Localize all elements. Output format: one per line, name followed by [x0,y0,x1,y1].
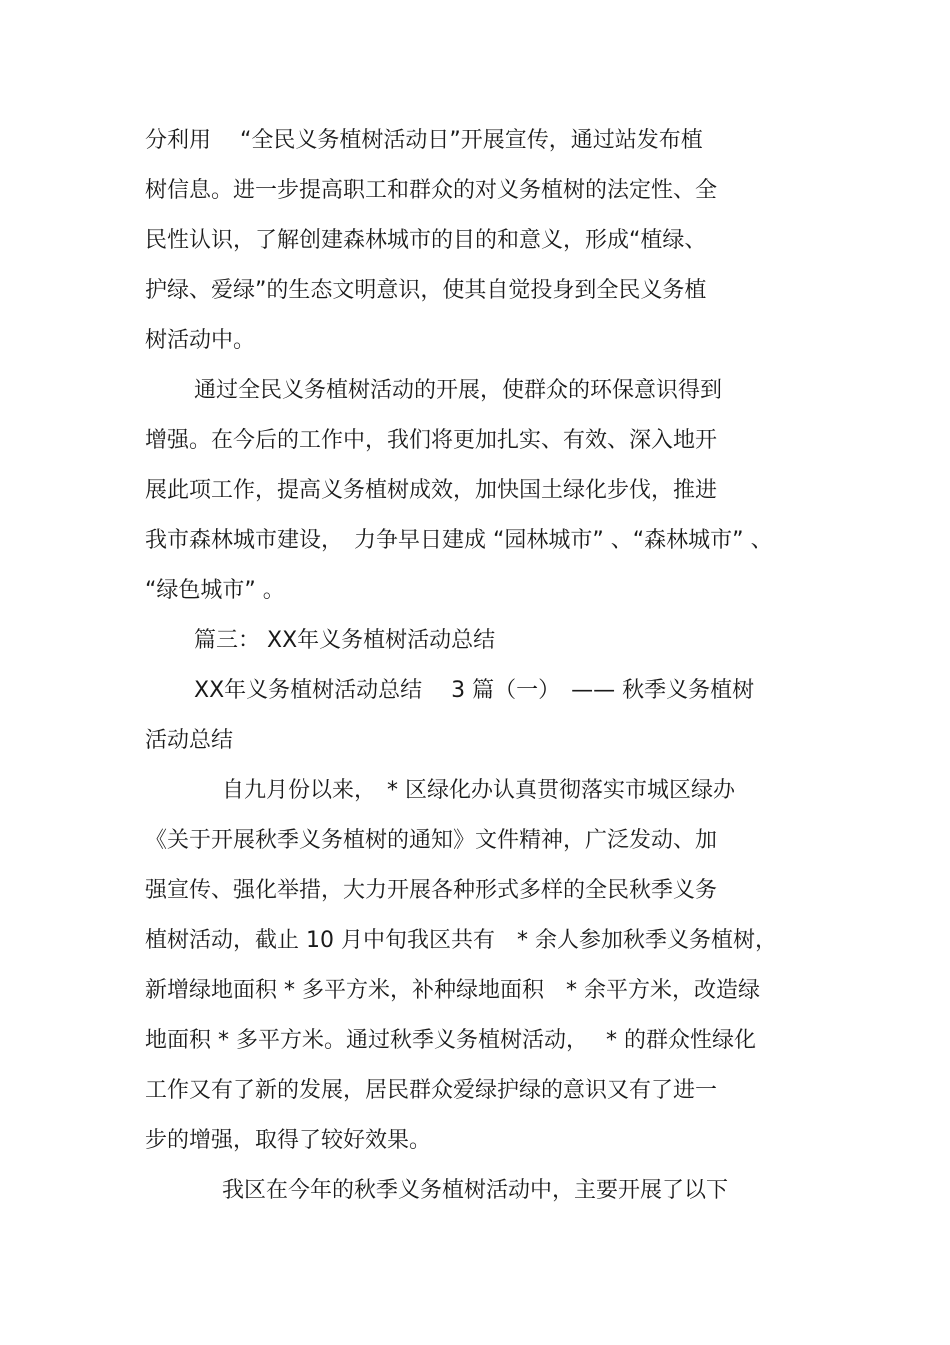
paragraph-first-line: 自九月份以来， * 区绿化办认真贯彻落实市城区绿办 [222,778,735,803]
body-text-line: 《关于开展秋季义务植树的通知》文件精神，广泛发动、加 [145,828,718,853]
body-text-line: 树信息。进一步提高职工和群众的对义务植树的法定性、全 [145,178,718,203]
body-text-line: 增强。在今后的工作中，我们将更加扎实、有效、深入地开 [145,428,718,453]
body-text-line: “绿色城市” 。 [145,578,285,603]
body-text-line: 护绿、爱绿”的生态文明意识，使其自觉投身到全民义务植 [145,278,707,303]
body-text-line: 民性认识，了解创建森林城市的目的和意义，形成“植绿、 [145,228,707,253]
paragraph-first-line: 通过全民义务植树活动的开展，使群众的环保意识得到 [194,378,723,403]
article-title-line: 活动总结 [145,728,234,753]
body-text-line: 植树活动，截止 10 月中旬我区共有 * 余人参加秋季义务植树， [145,928,777,953]
body-text-line: 步的增强，取得了较好效果。 [145,1128,432,1153]
body-text-line: 新增绿地面积 * 多平方米，补种绿地面积 * 余平方米，改造绿 [145,978,760,1003]
body-text-line: 树活动中。 [145,328,256,353]
section-heading: 篇三： XX年义务植树活动总结 [194,628,496,653]
body-text-line: 工作又有了新的发展，居民群众爱绿护绿的意识又有了进一 [145,1078,718,1103]
paragraph-first-line: 我区在今年的秋季义务植树活动中，主要开展了以下 [222,1178,729,1203]
body-text-line: 分利用 “全民义务植树活动日”开展宣传，通过站发布植 [145,128,703,153]
body-text-line: 强宣传、强化举措，大力开展各种形式多样的全民秋季义务 [145,878,718,903]
article-title-line: XX年义务植树活动总结 3 篇（一） —— 秋季义务植树 [194,678,755,703]
body-text-line: 地面积 * 多平方米。通过秋季义务植树活动， * 的群众性绿化 [145,1028,756,1053]
body-text-line: 展此项工作，提高义务植树成效，加快国土绿化步伐，推进 [145,478,718,503]
body-text-line: 我市森林城市建设， 力争早日建成 “园林城市” 、“森林城市” 、 [145,528,773,553]
